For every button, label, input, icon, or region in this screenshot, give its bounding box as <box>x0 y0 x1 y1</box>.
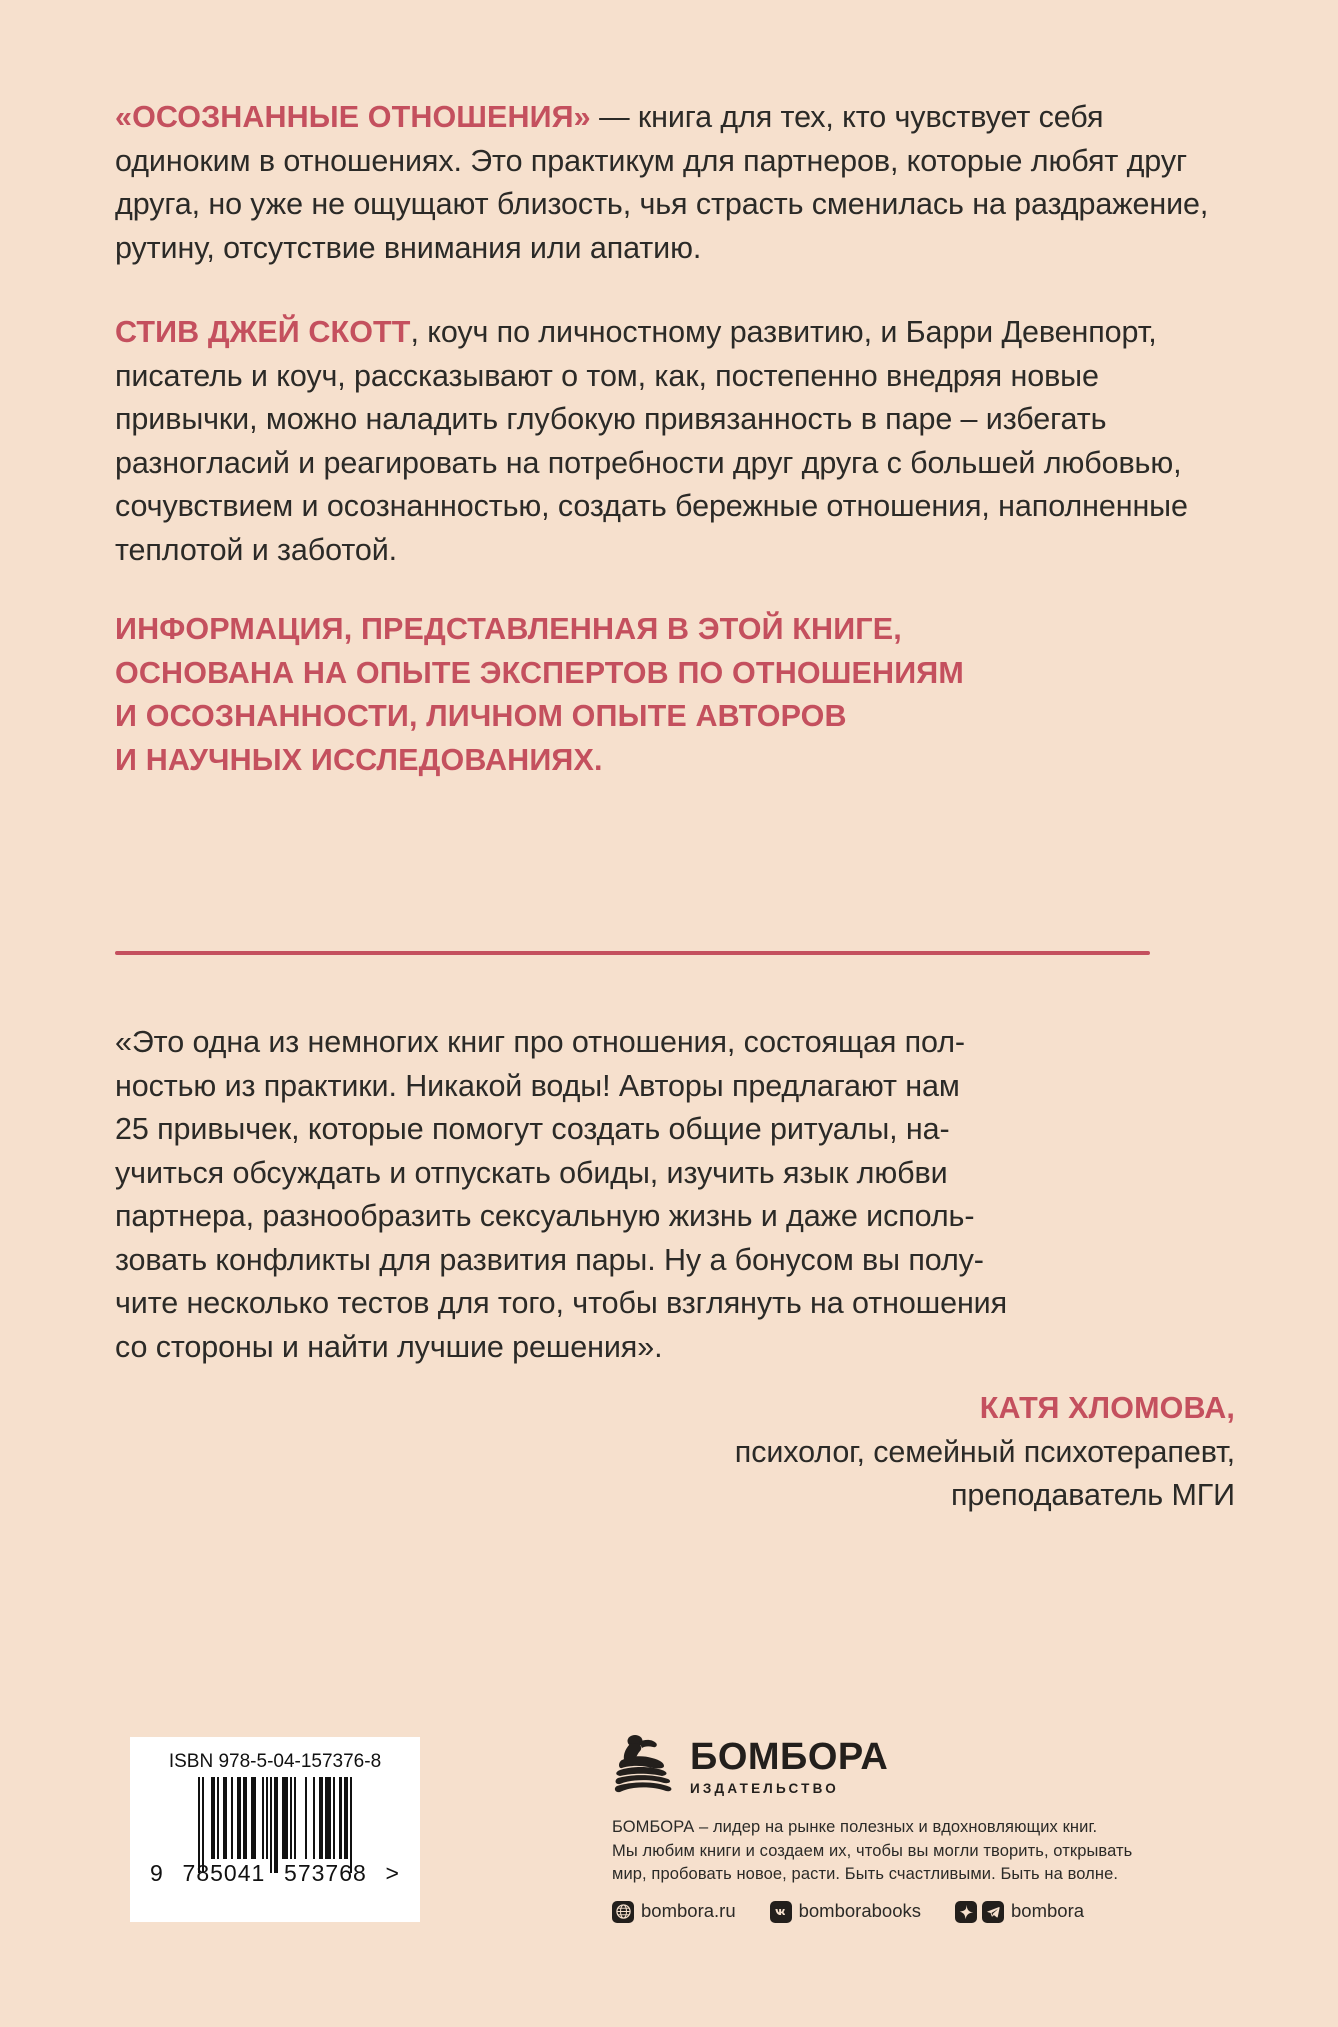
book-title-inline: «ОСОЗНАННЫЕ ОТНОШЕНИЯ» <box>115 100 591 134</box>
review-line: партнера, разнообразить сексуальную жизнь и даже исполь- <box>115 1199 975 1233</box>
review-line: 25 привычек, которые помогут создать общие ритуалы, на- <box>115 1112 950 1146</box>
social-label-website: bombora.ru <box>641 1899 736 1921</box>
publisher-name: БОМБОРА <box>690 1736 889 1778</box>
social-icon-pair <box>955 1901 1004 1923</box>
reviewer-name: КАТЯ ХЛОМОВА, <box>979 1391 1235 1425</box>
blurb-paragraph-2-text: , коуч по личностному развитию, и Барри Девенпорт, писатель и коуч, рассказывают о том, как, постепенно внедряя новые привычки, можно наладить глубокую привязанность в паре – избегать разногласий и реагировать на потребности друг друга с большей любовью, сочувствием и осознанностью, создать бережные отношения, наполненные теплотой и заботой. <box>115 315 1188 567</box>
bombora-surfer-icon <box>612 1730 676 1800</box>
highlight-line: И ОСОЗНАННОСТИ, ЛИЧНОМ ОПЫТЕ АВТОРОВ <box>115 699 847 733</box>
reviewer-role-line-1: психолог, семейный психотерапевт, <box>734 1434 1235 1469</box>
publisher-wordmark <box>690 1738 888 1800</box>
social-link-vk[interactable] <box>770 1901 921 1923</box>
blurb-paragraph-2 <box>115 311 1235 572</box>
publisher-description-line: мир, пробовать новое, расти. Быть счастливыми. Быть на волне. <box>612 1865 1119 1883</box>
highlight-line: ОСНОВАНА НА ОПЫТЕ ЭКСПЕРТОВ ПО ОТНОШЕНИЯМ <box>115 655 964 690</box>
publisher-description-line: Мы любим книги и создаем их, чтобы вы могли творить, открывать <box>612 1841 1133 1860</box>
review-line: со стороны и найти лучшие решения». <box>115 1329 663 1364</box>
barcode-digit-group-2: 573768 <box>284 1860 367 1886</box>
isbn-label: ISBN 978-5-04-157376-8 <box>168 1751 382 1772</box>
publisher-description-line: БОМБОРА – лидер на рынке полезных и вдохновляющих книг. <box>612 1818 1098 1836</box>
review-line: зовать конфликты для развития пары. Ну а бонусом вы полу- <box>115 1242 984 1277</box>
blurb-paragraph-1 <box>115 96 1235 270</box>
highlight-line: И НАУЧНЫХ ИССЛЕДОВАНИЯХ. <box>115 742 603 777</box>
blurb-highlight <box>115 608 1235 782</box>
highlight-line: ИНФОРМАЦИЯ, ПРЕДСТАВЛЕННАЯ В ЭТОЙ КНИГЕ, <box>115 612 902 646</box>
review-line: ностью из практики. Никакой воды! Авторы предлагают нам <box>115 1068 960 1103</box>
publisher-section <box>612 1730 1172 1923</box>
globe-icon <box>612 1901 634 1923</box>
vk-icon <box>770 1901 792 1923</box>
blurb-paragraph-1-text: — книга для тех, кто чувствует себя одиноким в отношениях. Это практикум для партнеров, которые любят друг друга, но уже не ощущают близость, чья страсть сменилась на раздражение, рутину, отсутствие внимания или апатию. <box>115 100 1209 265</box>
review-quote <box>115 1021 1235 1369</box>
publisher-description <box>612 1816 1172 1887</box>
blurb-section <box>115 96 1235 782</box>
publisher-subtitle: ИЗДАТЕЛЬСТВО <box>690 1781 839 1796</box>
review-line: «Это одна из немногих книг про отношения, состоящая пол- <box>115 1025 965 1059</box>
review-line: учиться обсуждать и отпускать обиды, изучить язык любви <box>115 1155 948 1190</box>
barcode-digit-group-1: 785041 <box>182 1860 266 1886</box>
publisher-logo <box>612 1730 1172 1800</box>
reviewer-role-line-2: преподаватель МГИ <box>950 1478 1235 1512</box>
barcode-bars <box>198 1777 352 1873</box>
social-label-vk: bomborabooks <box>798 1899 921 1921</box>
review-section <box>115 1021 1235 1518</box>
yandex-zen-icon <box>955 1901 977 1923</box>
social-link-messengers[interactable] <box>955 1901 1084 1923</box>
social-label-messengers: bombora <box>1011 1899 1085 1921</box>
barcode-digit-left: 9 <box>150 1860 164 1886</box>
publisher-socials <box>612 1901 1172 1923</box>
section-divider <box>115 951 1150 955</box>
barcode-digit-right: > <box>385 1860 400 1886</box>
review-attribution <box>115 1387 1235 1518</box>
social-link-website[interactable] <box>612 1901 736 1923</box>
isbn-barcode <box>130 1737 420 1922</box>
author-name-inline: СТИВ ДЖЕЙ СКОТТ <box>115 315 411 349</box>
barcode-digits <box>148 1860 402 1887</box>
telegram-icon <box>982 1901 1004 1923</box>
review-line: чите несколько тестов для того, чтобы взглянуть на отношения <box>115 1286 1008 1320</box>
